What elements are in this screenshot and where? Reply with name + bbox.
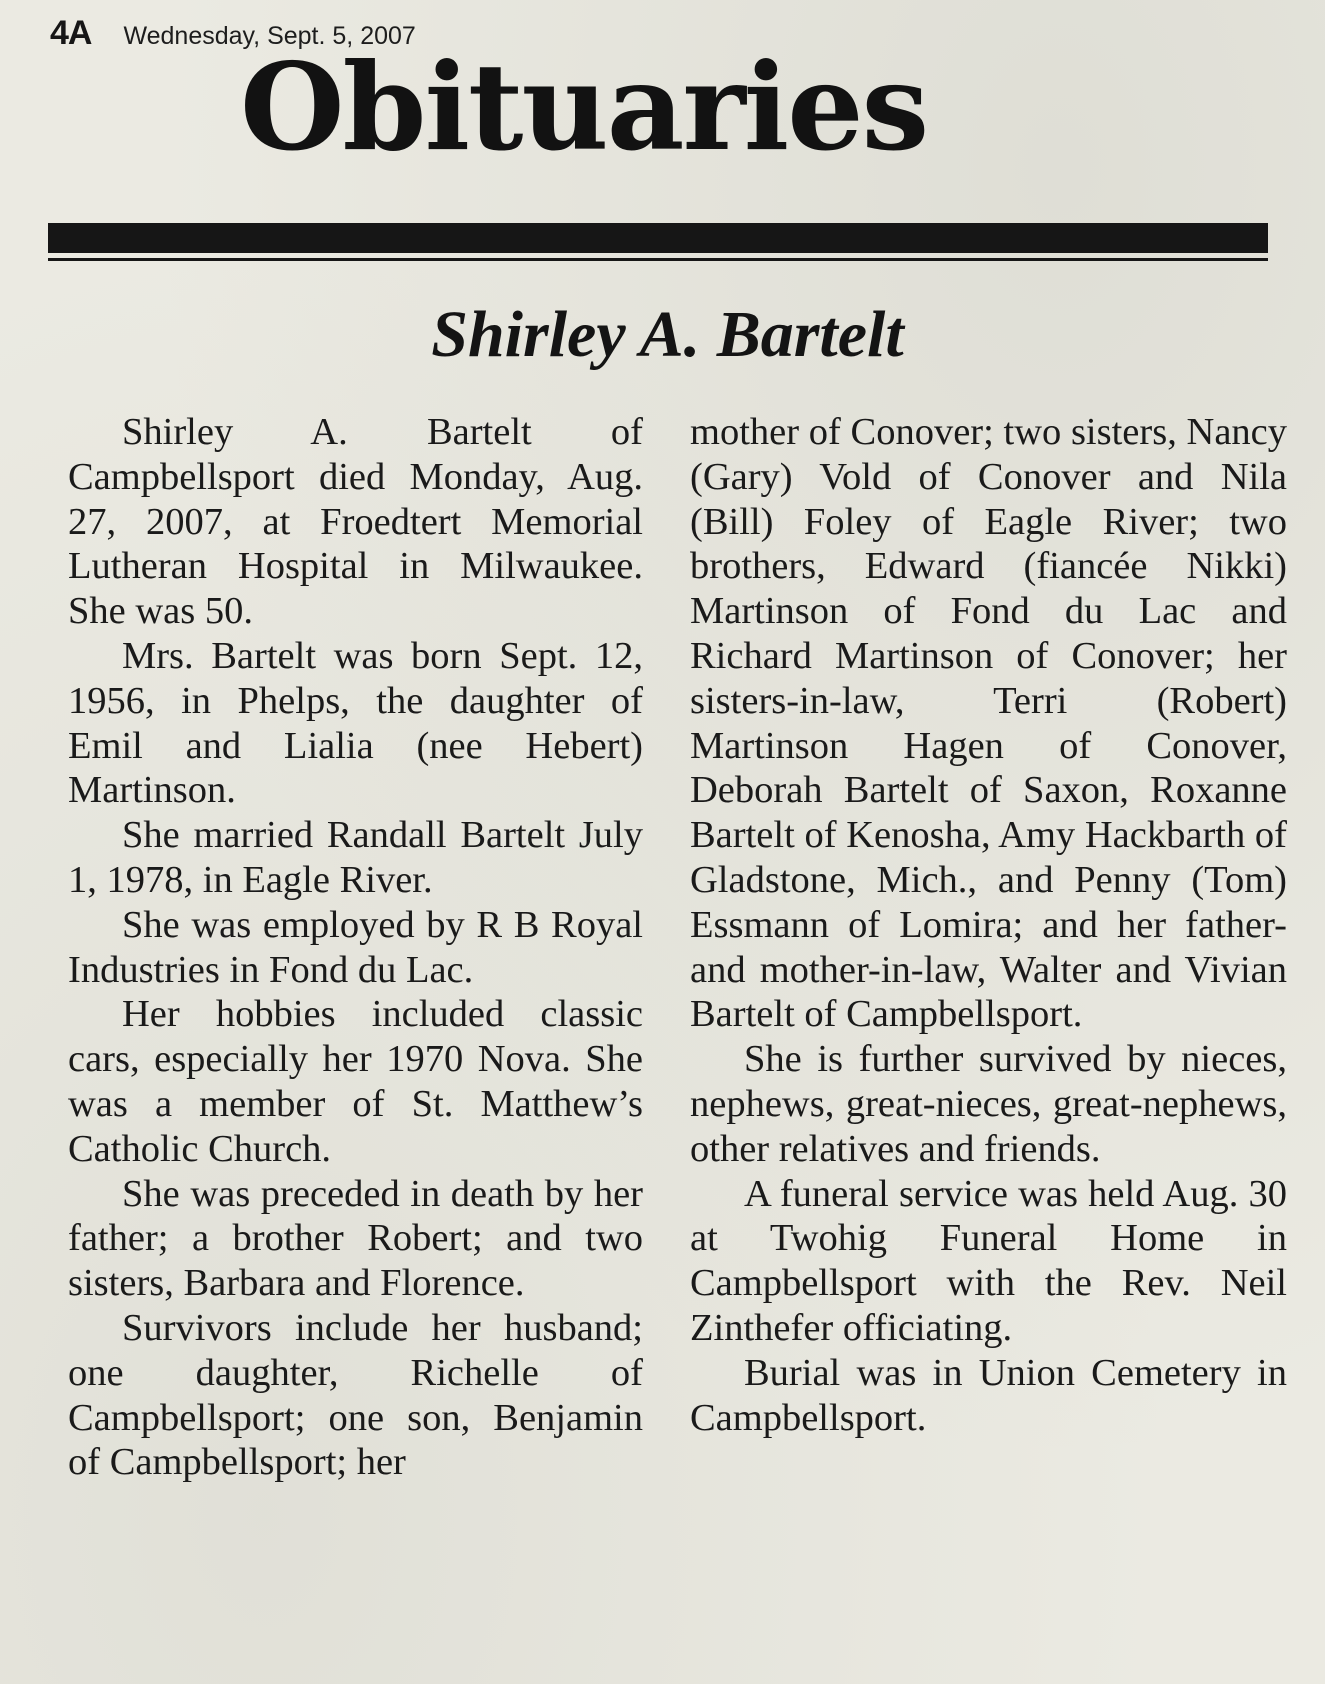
paragraph: A funeral service was held Aug. 30 at Twohig Funeral Home in Campbellsport with the Rev. Neil Zinthefer officiating. — [690, 1172, 1287, 1349]
paragraph: Burial was in Union Cemetery in Campbellsport. — [690, 1351, 1287, 1439]
paragraph: She was employed by R B Royal Industries in Fond du Lac. — [68, 903, 643, 991]
paragraph: Survivors include her husband; one daughter, Richelle of Campbellsport; one son, Benjamin of Campbellsport; her — [68, 1306, 643, 1484]
paragraph: She married Randall Bartelt July 1, 1978, in Eagle River. — [68, 814, 643, 901]
publication-date: Wednesday, Sept. 5, 2007 — [123, 22, 416, 50]
section-rule-thin — [48, 258, 1268, 261]
paragraph: She was preceded in death by her father; a brother Robert; and two sisters, Barbara and Florence. — [68, 1172, 643, 1305]
section-rule — [48, 223, 1268, 253]
paragraph: Mrs. Bartelt was born Sept. 12, 1956, in Phelps, the daughter of Emil and Lialia (nee Hebert) Martinson. — [68, 634, 643, 812]
page-number: 4A — [50, 14, 92, 52]
paragraph: She is further survived by nieces, nephews, great-nieces, great-nephews, other relatives and friends. — [690, 1038, 1287, 1170]
article-column-right — [690, 410, 1287, 1440]
section-title: Obituaries — [240, 37, 928, 178]
article-column-left — [68, 410, 643, 1485]
paragraph-continued: mother of Conover; two sisters, Nancy (Gary) Vold of Conover and Nila (Bill) Foley of Eagle River; two brothers, Edward (fiancée Nikki) Martinson of Fond du Lac and Richard Martinson of Conover; her sisters-in-law, Terri (Robert) Martinson Hagen of Conover, Deborah Bartelt of Saxon, Roxanne Bartelt of Kenosha, Amy Hackbarth of Gladstone, Mich., and Penny (Tom) Essmann of Lomira; and her father- and mother-in-law, Walter and Vivian Bartelt of Campbellsport. — [690, 411, 1287, 1036]
paragraph: Shirley A. Bartelt of Campbellsport died Monday, Aug. 27, 2007, at Froedtert Memorial Lutheran Hospital in Milwaukee. She was 50. — [68, 411, 643, 633]
paragraph: Her hobbies included classic cars, especially her 1970 Nova. She was a member of St. Matthew’s Catholic Church. — [68, 993, 643, 1170]
obituary-headline: Shirley A. Bartelt — [431, 298, 904, 371]
